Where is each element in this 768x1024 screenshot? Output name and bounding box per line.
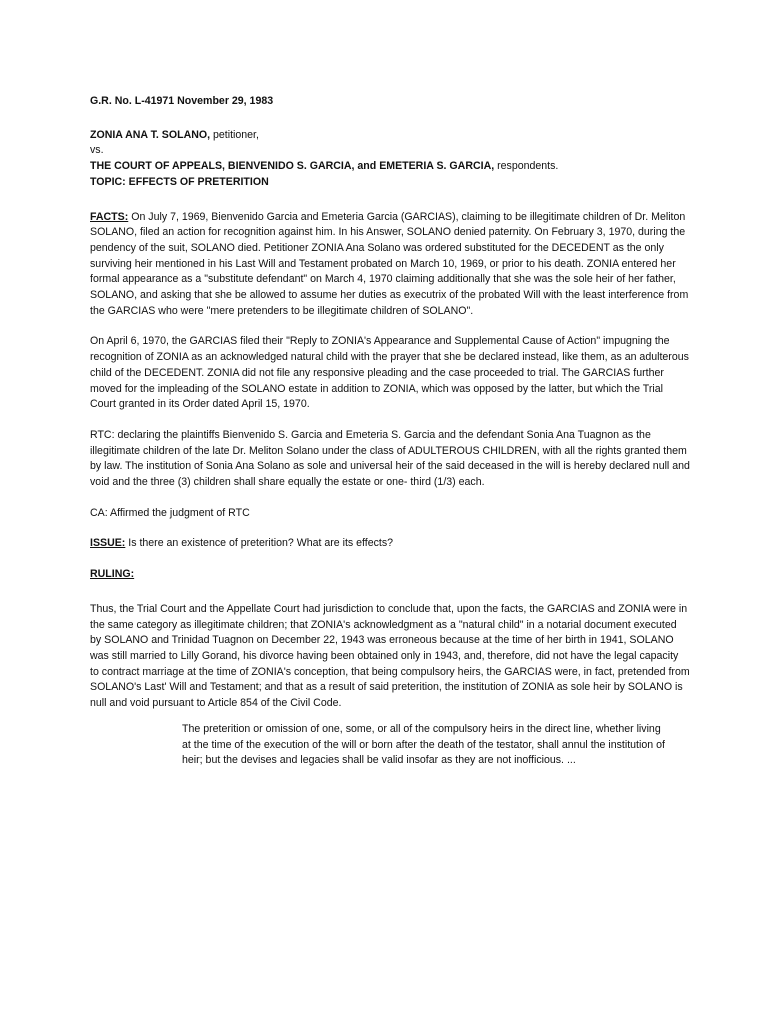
respondents-name: THE COURT OF APPEALS, BIENVENIDO S. GARCIA, and EMETERIA S. GARCIA,	[90, 160, 495, 173]
facts-text: On July 7, 1969, Bienvenido Garcia and Emeteria Garcia (GARCIAS), claiming to be illegitimate children of Dr. Meliton SOLANO, filed an action for recognition against him. In his Answer, SOLANO denied paternity. On February 3, 1970, during the pendency of the suit, SOLANO died. Petitioner ZONIA Ana Solano was ordered substituted for the DECEDENT as the only surviving heir mentioned in his Last Will and Testament probated on March 10, 1969, or prior to his death. ZONIA entered her formal appearance as a "substitute defendant" on March 4, 1970 claiming additionally that she was the sole heir of her father, SOLANO, and asking that she be allowed to assume her duties as executrix of the probated Will with the least interference from the GARCIAS who were "mere pretenders to be illegitimate children of SOLANO".	[90, 210, 689, 317]
petitioner-name: ZONIA ANA T. SOLANO,	[90, 128, 211, 141]
facts-label: FACTS:	[90, 210, 129, 223]
issue-paragraph	[90, 536, 690, 552]
ruling-paragraph: Thus, the Trial Court and the Appellate Court had jurisdiction to conclude that, upon the facts, the GARCIAS and ZONIA were in the same category as illegitimate children; that ZONIA's acknowledgment as a "natural child" in a notarial document executed by SOLANO and Trinidad Tuagnon on December 22, 1943 was erroneous because at the time of her birth in 1941, SOLANO was still married to Lilly Gorand, his divorce having been obtained only in 1943, and, therefore, did not have the legal capacity to contract marriage at the time of ZONIA's conception, that being compulsory heirs, the GARCIAS were, in fact, pretended from SOLANO's Last' Will and Testament; and that as a result of said preterition, the institution of ZONIA as sole heir by SOLANO is null and void pursuant to Article 854 of the Civil Code.	[90, 602, 690, 710]
respondents-role: respondents.	[494, 160, 559, 173]
topic-heading: TOPIC: EFFECTS OF PRETERITION	[90, 175, 269, 188]
petitioner-role: petitioner,	[210, 128, 259, 141]
ruling-heading: RULING:	[90, 568, 135, 581]
petitioner-line	[90, 128, 690, 144]
respondents-line	[90, 159, 690, 175]
rtc-paragraph: RTC: declaring the plaintiffs Bienvenido S. Garcia and Emeteria S. Garcia and the defendant Sonia Ana Tuagnon as the illegitimate children of the late Dr. Meliton Solano under the class of ADULTEROUS CHILDREN, with all the rights granted them by law. The institution of Sonia Ana Solano as sole and universal heir of the said deceased in the will is hereby declared null and void and the three (3) children shall share equally the estate or one- third (1/3) each.	[90, 428, 690, 489]
case-number: G.R. No. L-41971 November 29, 1983	[90, 95, 274, 107]
ca-paragraph: CA: Affirmed the judgment of RTC	[90, 506, 250, 519]
versus: vs.	[90, 144, 104, 157]
issue-text: Is there an existence of preterition? What are its effects?	[125, 537, 394, 550]
ruling-quote: The preterition or omission of one, some, or all of the compulsory heirs in the direct line, whether living at the time of the execution of the will or born after the death of the testator, shall annul the institution of heir; but the devises and legacies shall be valid insofar as they are not inofficious. ...	[182, 722, 665, 767]
document-page	[90, 94, 690, 769]
issue-label: ISSUE:	[90, 537, 126, 550]
facts-paragraph	[90, 210, 690, 320]
facts-paragraph-2: On April 6, 1970, the GARCIAS filed their "Reply to ZONIA's Appearance and Supplemental Cause of Action" impugning the recognition of ZONIA as an acknowledged natural child with the prayer that she be declared instead, like them, as an adulterous child of the DECEDENT. ZONIA did not file any responsive pleading and the case proceeded to trial. The GARCIAS further moved for the impleading of the SOLANO estate in addition to ZONIA, which was opposed by the latter, but which the Trial Court granted in its Order dated April 15, 1970.	[90, 335, 689, 411]
